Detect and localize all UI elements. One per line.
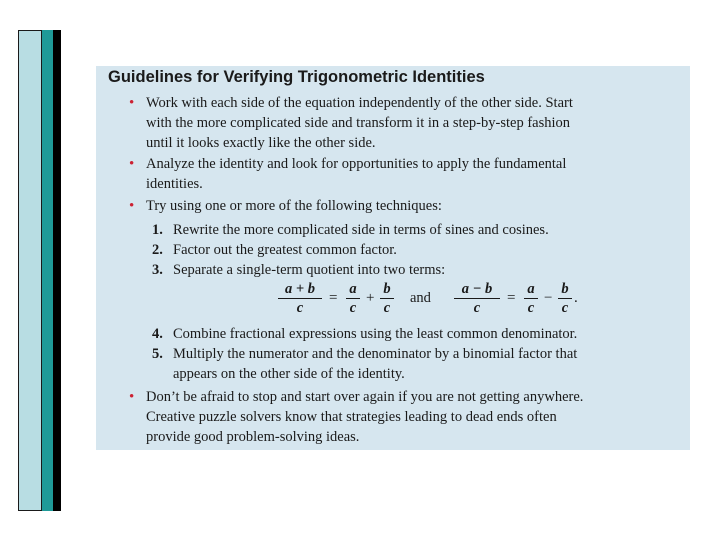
- fraction-a-over-c: [524, 280, 538, 317]
- bullet-icon: •: [129, 95, 135, 111]
- technique-1-text: Rewrite the more complicated side in terms of sines and cosines.: [173, 222, 549, 238]
- technique-2-text: Factor out the greatest common factor.: [173, 242, 397, 258]
- fraction-denominator: c: [383, 300, 391, 316]
- fraction-denominator: c: [473, 300, 481, 316]
- fraction-numerator: a: [349, 281, 357, 297]
- bullet-2-line-1: Analyze the identity and look for opportunities to apply the fundamental: [146, 156, 567, 172]
- bullet-1-line-1: Work with each side of the equation independently of the other side. Start: [146, 95, 573, 111]
- bullet-4-line-3: provide good problem-solving ideas.: [146, 429, 360, 445]
- technique-number: 4.: [152, 326, 163, 342]
- fraction-numerator: a + b: [284, 281, 315, 297]
- and-word: and: [410, 290, 431, 306]
- plus-sign: +: [366, 290, 375, 306]
- bullet-4-line-2: Creative puzzle solvers know that strategies leading to dead ends often: [146, 409, 557, 425]
- formula-period: .: [574, 290, 578, 306]
- bullet-2-line-2: identities.: [146, 176, 203, 192]
- fraction-b-over-c: [558, 280, 572, 317]
- technique-number: 2.: [152, 242, 163, 258]
- guidelines-panel: [96, 66, 690, 450]
- fraction-denominator: c: [296, 300, 304, 316]
- equals-sign: =: [507, 290, 516, 306]
- technique-number: 1.: [152, 222, 163, 238]
- decor-stripe-teal: [42, 30, 53, 511]
- fraction-denominator: c: [561, 300, 569, 316]
- fraction-left: [278, 280, 322, 317]
- fraction-numerator: a − b: [461, 281, 493, 297]
- technique-number: 5.: [152, 346, 163, 362]
- bullet-icon: •: [129, 156, 135, 172]
- technique-number: 3.: [152, 262, 163, 278]
- bullet-icon: •: [129, 389, 135, 405]
- technique-5-line-1: Multiply the numerator and the denominator by a binomial factor that: [173, 346, 578, 362]
- technique-4-text: Combine fractional expressions using the least common denominator.: [173, 326, 578, 342]
- bullet-4-line-1: Don’t be afraid to stop and start over again if you are not getting anywhere.: [146, 389, 584, 405]
- fraction-numerator: b: [561, 281, 569, 297]
- technique-5-line-2: appears on the other side of the identity.: [173, 366, 405, 382]
- fraction-a-over-c: [346, 280, 360, 317]
- technique-3-text: Separate a single-term quotient into two terms:: [173, 262, 446, 278]
- fraction-numerator: a: [527, 281, 535, 297]
- decor-stripe-light: [18, 30, 42, 511]
- minus-sign: −: [544, 290, 553, 306]
- panel-title: Guidelines for Verifying Trigonometric Identities: [108, 68, 485, 86]
- fraction-b-over-c: [380, 280, 394, 317]
- fraction-numerator: b: [383, 281, 391, 297]
- fraction-denominator: c: [349, 300, 357, 316]
- fraction-denominator: c: [527, 300, 535, 316]
- bullet-1-line-3: until it looks exactly like the other side.: [146, 135, 376, 151]
- decor-stripe-black: [53, 30, 61, 511]
- bullet-3-line-1: Try using one or more of the following techniques:: [146, 198, 442, 214]
- bullet-1-line-2: with the more complicated side and transform it in a step-by-step fashion: [146, 115, 571, 131]
- equals-sign: =: [329, 290, 338, 306]
- fraction-right: [454, 280, 500, 317]
- bullet-icon: •: [129, 198, 135, 214]
